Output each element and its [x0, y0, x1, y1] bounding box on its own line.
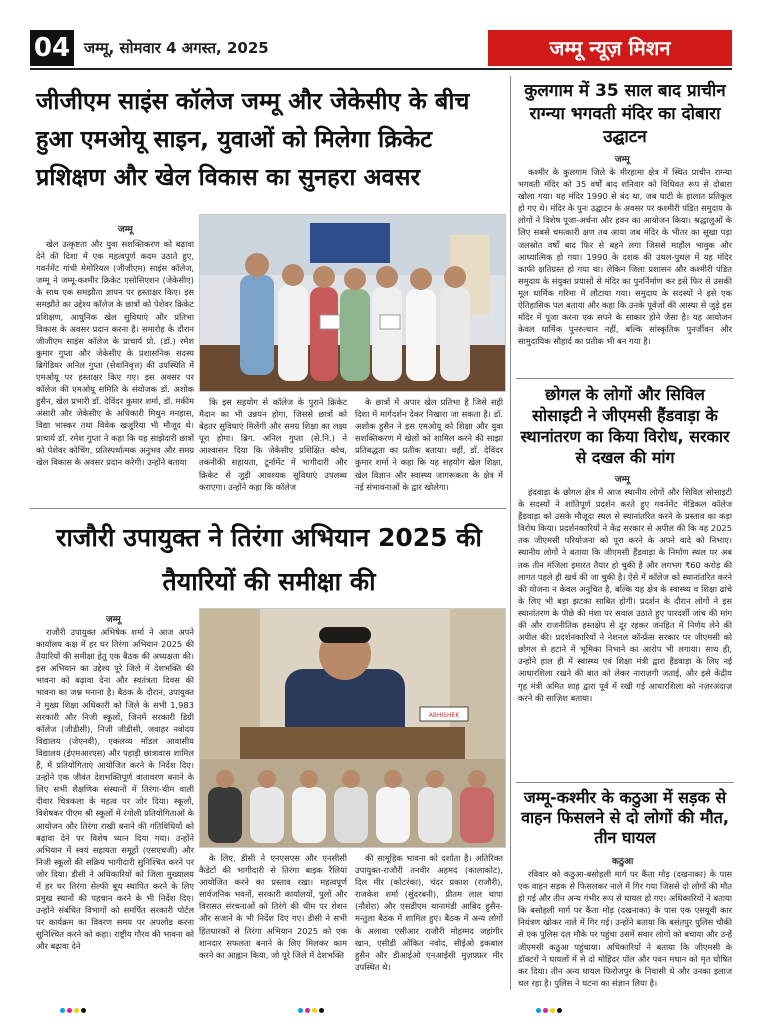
- story2-dateline: जम्मू: [106, 615, 121, 625]
- story1-paragraph-2: कि इस सहयोग से कॉलेज के पुराने क्रिकेट मैदान का भी उन्नयन होगा, जिससे छात्रों को बेहतर सुविधाएं मिलेंगी और समग्र शिक्षा का लक्ष्य पूरा होगा। ब्रिग. अनिल गुप्ता (से.नि.) ने आश्वासन दिया कि जेकेसीए प्रशिक्षित कोच, तकनीकी सहायता, टूर्नामेंट में भागीदारी और क्रिकेट से जुड़ी आवश्यक सुविधाएं उपलब्ध कराएगा। उन्होंने कहा कि कॉलेज: [199, 397, 347, 492]
- story2-text-col2: [199, 852, 347, 988]
- side1-dateline: जम्मू: [615, 155, 630, 165]
- side2-text: [518, 486, 732, 776]
- nameplate-text: ABHISHEK: [428, 712, 460, 719]
- side3-dateline: कठुआ: [612, 857, 634, 867]
- story2-photo: [199, 608, 506, 848]
- story1-headline: जीजीएम साइंस कॉलेज जम्मू और जेकेसीए के बीच हुआ एमओयू साइन, युवाओं को मिलेगा क्रिकेट प्रशिक्षण और खेल विकास का सुनहरा अवसर: [36, 87, 470, 191]
- column-divider: [510, 76, 511, 990]
- story2-headline: राजौरी उपायुक्त ने तिरंगा अभियान 2025 की तैयारियों की समीक्षा की: [56, 523, 482, 596]
- story2-text-col1: [36, 626, 194, 988]
- side-divider-2: [516, 782, 734, 783]
- side3-headline: जम्मू-कश्मीर के कठुआ में सड़क से वाहन फिसलने से दो लोगों की मौत, तीन घायल: [521, 788, 729, 847]
- newspaper-brand: जम्मू न्यूज़ मिशन: [488, 30, 732, 66]
- story2-paragraph-2: के लिए, डीसी ने एनएसएस और एनसीसी कैडेटों की भागीदारी से तिरंगा बाइक रैलियां आयोजित करने का प्रस्ताव रखा। महत्वपूर्ण सार्वजनिक भवनों, सरकारी कार्यालयों, पुलों और विरासत संरचनाओं को तिरंगे की थीम पर रोशन और सजाने के भी निर्देश दिए गए। डीसी ने सभी हितधारकों से तिरंगा अभियान 2025 को एक शानदार सफलता बनाने के लिए मिलकर काम करने का आह्वान किया, जो पूरे जिले में देशभक्ति: [199, 853, 347, 960]
- side3-text: [518, 868, 732, 988]
- page-number: 04: [30, 30, 74, 66]
- story1-text-col2: [199, 396, 347, 502]
- mou-signing-photo: [200, 215, 505, 391]
- side-divider-1: [516, 378, 734, 379]
- side2-headline: छोगल के लोगों और सिविल सोसाइटी ने जीएमसी हैंडवाड़ा के स्थानांतरण का किया विरोध, सरकार से दखल की मांग: [520, 385, 730, 467]
- story1-paragraph-1: खेल उत्कृष्टता और युवा सशक्तिकरण को बढ़ावा देने की दिशा में एक महत्वपूर्ण कदम उठाते हुए, गवर्नमेंट गांधी मेमोरियल (जीजीएम) साइंस कॉलेज, जम्मू ने जम्मू-कश्मीर क्रिकेट एसोसिएशन (जेकेसीए) के साथ एक समझौता ज्ञापन पर हस्ताक्षर किए। इस समझौते का उद्देश्य कॉलेज के छात्रों को पेशेवर क्रिकेट प्रशिक्षण, आधुनिक खेल सुविधाएं और प्रतिभा विकास के अवसर प्रदान करना है। समारोह के दौरान जीजीएम साइंस कॉलेज के प्राचार्य प्रो. (डॉ.) रमेश कुमार गुप्ता और जेकेसीए के प्रशासनिक सदस्य ब्रिगेडियर अनिल गुप्ता (सेवानिवृत्त) की उपस्थिति में एमओयू पर हस्ताक्षर किए गए। इस अवसर पर कॉलेज की एमओयू समिति के संयोजक डॉ. अशोक हुसैन, खेल प्रभारी डॉ. देविंदर कुमार शर्मा, डॉ. मकीम अंसारी और जेकेसीए के अधिकारी मिथुन मनहास, विद्या भास्कर तथा विवेक खजुरिया भी मौजूद थे। प्राचार्य डॉ. रमेश गुप्ता ने कहा कि यह साझेदारी छात्रों को पेशेवर कोचिंग, प्रतिस्पर्धात्मक अनुभव और समग्र खेल विकास के अवसर प्रदान करेगी। उन्होंने बताया: [36, 239, 194, 467]
- review-meeting-photo: [200, 609, 505, 847]
- side2-paragraph: हंदवाड़ा के छोगल क्षेत्र में आज स्थानीय लोगों और सिविल सोसाइटी के सदस्यों ने शांतिपूर्ण प्रदर्शन करते हुए गवर्नमेंट मेडिकल कॉलेज हैंडवाड़ा को उसके मौजूदा स्थल से स्थानांतरित करने के प्रस्ताव का कड़ा विरोध किया। प्रदर्शनकारियों ने केंद्र सरकार से अपील की कि वह 2025 तक जीएमसी परियोजना को पूरा करने के अपने वादे को निभाए। स्थानीय लोगों ने बताया कि जीएमसी हैंडवाड़ा के निर्माण स्थल पर अब तक तीन मंजिला इमारत तैयार हो चुकी है और लगभग ₹60 करोड़ की लागत पहले ही खर्च की जा चुकी है। ऐसे में कॉलेज को स्थानांतरित करने की योजना न केवल अनुचित है, बल्कि यह क्षेत्र के स्वास्थ्य व शिक्षा ढांचे के लिए भी बड़ा झटका साबित होगी। प्रदर्शन के दौरान लोगों ने इस स्थानांतरण के पीछे की मंशा पर सवाल उठाते हुए पारदर्शी जांच की मांग की और राजनीतिक हस्तक्षेप से दूर रहकर जनहित में निर्णय लेने की अपील की। प्रदर्शनकारियों ने नेशनल कॉन्फ्रेंस सरकार पर जीएमसी को छोगल से हटाने में भूमिका निभाने का आरोप भी लगाया। साथ ही, उन्होंने हाल ही में स्वास्थ्य एवं शिक्षा मंत्री द्वारा हैंडवाड़ा के लिए नई आधारशिला रखने की बात को लेकर नाराज़गी जताई, और इसे केंद्रीय गृह मंत्री अमित शाह द्वारा पूर्व में रखी गई आधारशिला को नज़रअंदाज़ करने की साज़िश बताया।: [518, 487, 732, 703]
- side1-text: [518, 166, 732, 372]
- masthead-rule: [30, 68, 732, 70]
- story1-paragraph-3: के छात्रों में अपार खेल प्रतिभा है जिसे सही दिशा में मार्गदर्शन देकर निखारा जा सकता है। डॉ. अशोक हुसैन ने इस एमओयू को शिक्षा और युवा सशक्तिकरण में खेलों को शामिल करने की साझा प्रतिबद्धता का प्रतीक बताया। वहीं, डॉ. देविंदर कुमार शर्मा ने कहा कि यह सहयोग खेल शिक्षा, खेल विज्ञान और स्वास्थ्य जागरूकता के क्षेत्र में नई संभावनाओं के द्वार खोलेगा।: [355, 397, 503, 492]
- print-registration-marks: [60, 998, 700, 1004]
- story2-text-col3: [355, 852, 503, 988]
- story1-photo: [199, 214, 506, 392]
- side1-headline: कुलगाम में 35 साल बाद प्राचीन राग्न्या भगवती मंदिर का दोबारा उद्घाटन: [524, 81, 726, 147]
- story-divider: [30, 508, 506, 509]
- story1-text-col3: [355, 396, 503, 502]
- story2-paragraph-3: की सामूहिक भावना को दर्शाता है। अतिरिक्त उपायुक्त-राजौरी तनवीर अहमद (कालाकोट), दिल मीर (कोटरंका), चंदर प्रकाश (राजौरी), राजकेश शर्मा (सुंदरबनी), प्रीतम लाल थापा (नौशेरा) और एसडीएम थानामंडी आबिद हुसैन-मन्तुला बैठक में शामिल हुए। बैठक में अन्य लोगों के अलावा एसीआर राजौरी मोहम्मद जहांगीर खान, एसीडी ओंकित नवोद, सीईओ इकबाल हुसैन और डीआईओ एनआईसी मुज़फ़्फ़र मीर उपस्थित थे।: [355, 853, 503, 972]
- story1-dateline: जम्मू: [118, 225, 133, 235]
- side3-paragraph: रविवार को कठुआ-बसोहली मार्ग पर कैंता मोड़ (दखनाका) के पास एक वाहन सड़क से फिसलकर नाले में गिर गया जिससे दो लोगों की मौत हो गई और तीन अन्य गंभीर रूप से घायल हो गए। अधिकारियों ने बताया कि बसोहली मार्ग पर कैंता मोड़ (दखनाका) के पास एक एसयूवी कार नियंत्रण खोकर नाले में गिर गई। उन्होंने बताया कि बसंतपुर पुलिस चौकी से एक पुलिस दल मौके पर पहुंचा उसमें सवार लोगों को बचाया और उन्हें जीएमसी कठुआ पहुंचाया। अधिकारियों ने बताया कि जीएमसी के डॉक्टरों ने घायलों में से दो मोहिंदर पॉल और पवन मधान को मृत घोषित कर दिया। तीन अन्य घायल फिरोजपुर के निवासी थे और उनका इलाज चल रहा है। पुलिस ने घटना का संज्ञान लिया है।: [518, 869, 732, 988]
- side2-dateline: जम्मू: [615, 475, 630, 485]
- side1-paragraph: कश्मीर के कुलगाम जिले के मीरहामा क्षेत्र में स्थित प्राचीन राग्न्या भगवती मंदिर को 35 वर्षों बाद शनिवार को विधिवत रूप से दोबारा खोला गया। यह मंदिर 1990 से बंद था, जब घाटी के हालात प्रतिकूल हो गए थे। मंदिर के पुनः उद्घाटन के अवसर पर कश्मीरी पंडित समुदाय के लोगों ने विशेष पूजा-अर्चना और हवन का आयोजन किया। श्रद्धालुओं के लिए सबसे चमत्कारी क्षण तब आया जब मंदिर के भीतर का सूखा पड़ा जलस्रोत वर्षों बाद फिर से बहने लगा जिससे माहौल भावुक और आध्यात्मिक हो गया। 1990 के दशक की उथल-पुथल में यह मंदिर काफी क्षतिग्रस्त हो गया था। लेकिन जिला प्रशासन और कश्मीरी पंडित समुदाय के संयुक्त प्रयासों से मंदिर का पुनर्निर्माण कर इसे फिर से उसकी मूल धार्मिक गरिमा में लौटाया गया। समुदाय के सदस्यों ने इसे एक ऐतिहासिक पल बताया और कहा कि उनके पूर्वजों की आस्था से जुड़े इस मंदिर में पूजा करना एक सपने के साकार होने जैसा है। यह आयोजन केवल धार्मिक पुनरुत्थान नहीं, बल्कि सांस्कृतिक पुनर्जीवन और सामुदायिक सौहार्द का प्रतीक भी बन गया है।: [518, 167, 732, 347]
- story1-text-col1: [36, 238, 194, 500]
- issue-date: जम्मू, सोमवार 4 अगस्त, 2025: [84, 39, 269, 57]
- story2-paragraph-1: राजौरी उपायुक्त अभिषेक शर्मा ने आज अपने कार्यालय कक्ष में हर घर तिरंगा अभियान 2025 की तैयारियों की समीक्षा हेतु एक बैठक की अध्यक्षता की। इस अभियान का उद्देश्य पूरे जिले में देशभक्ति की भावना को बढ़ावा देना और स्वतंत्रता दिवस की भावना का जश्न मनाना है। बैठक के दौरान, उपायुक्त ने मुख्य शिक्षा अधिकारी को जिले के सभी 1,983 सरकारी और निजी स्कूलों, जिनमें सरकारी डिग्री कॉलेज (जीडीसी), निजी जीडीसी, जवाहर नवोदय विद्यालय (जेएनवी), एकलव्य मॉडल आवासीय विद्यालय (ईएमआरएस) और पहाड़ी छात्रावास शामिल हैं, में प्रतियोगिताएं आयोजित करने के निर्देश दिए। उन्होंने एक जीवंत देशभक्तिपूर्ण वातावरण बनाने के लिए सभी शैक्षणिक संस्थानों में तिरंगा-थीम वाली दीवार चित्रकला के महत्व पर जोर दिया। स्कूलों, विशेषकर पीएम श्री स्कूलों में रंगोली प्रतियोगिताओं के आयोजन और तिरंगा राखी बनाने की गतिविधियों को बढ़ावा देने पर विशेष ध्यान दिया गया। उन्होंने अभियान में स्वयं सहायता समूहों (एसएचजी) और निजी स्कूलों की सक्रिय भागीदारी सुनिश्चित करने पर जोर दिया। डीसी ने अधिकारियों को जिला मुख्यालय में हर घर तिरंगा सेल्फी बूथ स्थापित करने के लिए प्रमुख स्थानों की पहचान करने के भी निर्देश दिए। उन्होंने संबंधित विभागों को समर्पित सरकारी पोर्टल पर कार्यक्रम का विवरण समय पर अपलोड करना सुनिश्चित करने को कहा। राष्ट्रीय गौरव की भावना को और बढ़ावा देने: [36, 627, 194, 952]
